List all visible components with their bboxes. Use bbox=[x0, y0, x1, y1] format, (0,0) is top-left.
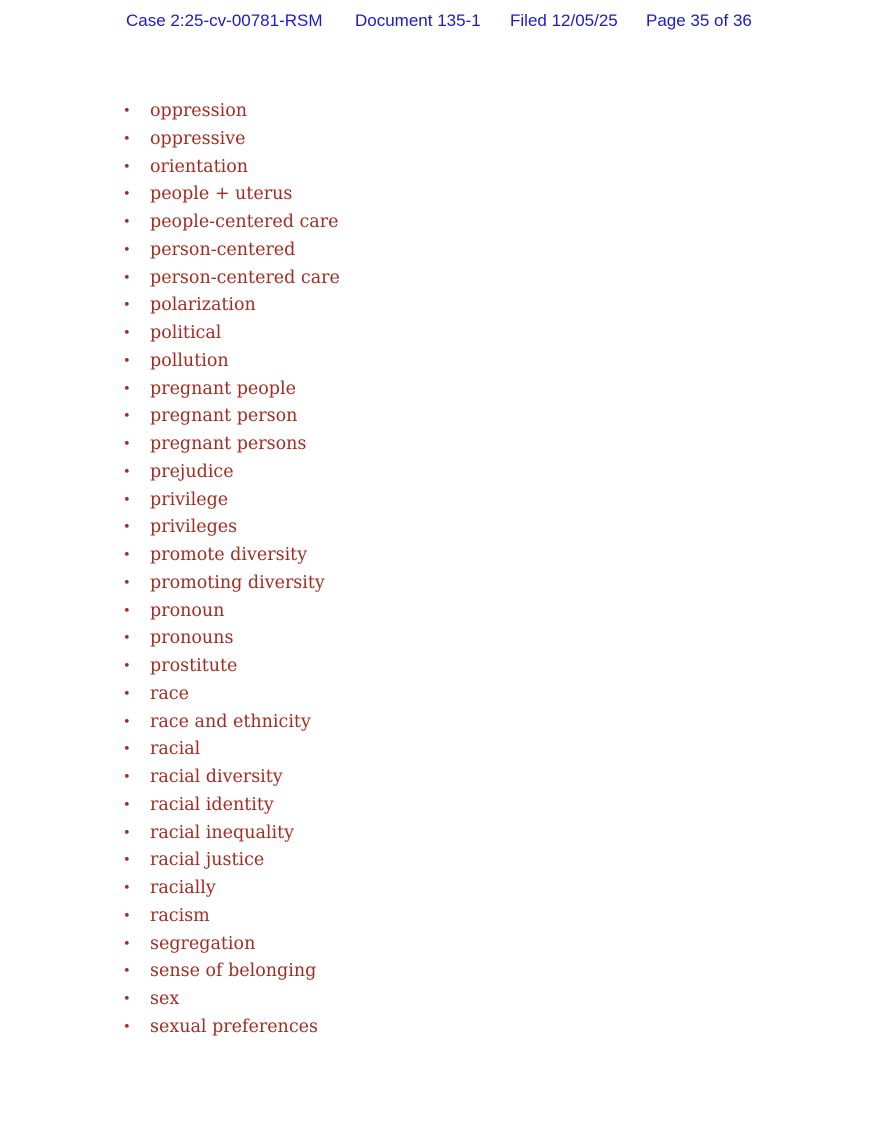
bullet-icon: • bbox=[123, 520, 131, 536]
bullet-icon: • bbox=[123, 131, 131, 147]
term-text: racial bbox=[150, 739, 201, 760]
term-text: people + uterus bbox=[150, 184, 293, 205]
page-indicator: Page 35 of 36 bbox=[646, 11, 752, 30]
document-number: Document 135-1 bbox=[355, 11, 481, 30]
term-text: sense of belonging bbox=[150, 961, 317, 982]
term-text: racial inequality bbox=[150, 822, 295, 843]
bullet-icon: • bbox=[123, 908, 131, 924]
bullet-icon: • bbox=[123, 714, 131, 730]
bullet-icon: • bbox=[123, 742, 131, 758]
term-text: racial diversity bbox=[150, 767, 283, 787]
term-text: pollution bbox=[150, 350, 229, 371]
bullet-icon: • bbox=[123, 936, 131, 952]
bullet-icon: • bbox=[123, 104, 131, 119]
case-number: Case 2:25-cv-00781-RSM bbox=[126, 11, 323, 30]
bullet-icon: • bbox=[123, 242, 131, 258]
bullet-icon: • bbox=[123, 298, 131, 314]
bullet-icon: • bbox=[123, 464, 131, 480]
bullet-icon: • bbox=[123, 603, 131, 619]
bullet-icon: • bbox=[123, 326, 131, 341]
term-text: promote diversity bbox=[150, 545, 308, 565]
bullet-icon: • bbox=[123, 437, 131, 452]
bullet-icon: • bbox=[123, 631, 131, 647]
bullet-icon: • bbox=[123, 492, 131, 508]
bullet-icon: • bbox=[123, 659, 131, 674]
bullet-icon: • bbox=[123, 215, 131, 230]
term-text: segregation bbox=[150, 933, 256, 954]
bullet-icon: • bbox=[123, 825, 131, 841]
term-text: promoting diversity bbox=[150, 572, 325, 593]
bullet-icon: • bbox=[123, 881, 131, 896]
bullet-icon: • bbox=[123, 686, 131, 702]
term-text: political bbox=[150, 323, 222, 343]
bullet-icon: • bbox=[123, 159, 131, 175]
bullet-icon: • bbox=[123, 548, 131, 563]
term-text: polarization bbox=[150, 295, 256, 316]
bullet-icon: • bbox=[123, 992, 131, 1007]
term-text: prostitute bbox=[150, 656, 238, 676]
filed-date: Filed 12/05/25 bbox=[510, 11, 618, 30]
bullet-icon: • bbox=[123, 270, 131, 286]
term-text: pregnant person bbox=[150, 406, 298, 427]
term-text: pregnant people bbox=[150, 378, 296, 399]
term-text: sexual preferences bbox=[150, 1016, 318, 1037]
bullet-icon: • bbox=[123, 187, 131, 203]
term-text: privileges bbox=[150, 517, 238, 538]
term-text: orientation bbox=[150, 156, 249, 177]
court-filing-header bbox=[0, 8, 888, 36]
term-text: prejudice bbox=[150, 461, 234, 482]
bullet-icon: • bbox=[123, 575, 131, 591]
term-text: oppression bbox=[150, 101, 248, 121]
term-text: pronoun bbox=[150, 600, 225, 621]
term-text: person-centered bbox=[150, 239, 296, 260]
term-text: racially bbox=[150, 878, 216, 898]
bullet-icon: • bbox=[123, 853, 131, 869]
term-text: racial justice bbox=[150, 850, 265, 871]
bullet-icon: • bbox=[123, 1019, 131, 1035]
bullet-icon: • bbox=[123, 964, 131, 980]
term-text: pronouns bbox=[150, 628, 234, 649]
bullet-icon: • bbox=[123, 409, 131, 425]
bullet-icon: • bbox=[123, 353, 131, 369]
term-text: race and ethnicity bbox=[150, 711, 311, 732]
term-text: oppressive bbox=[150, 128, 246, 149]
term-text: sex bbox=[150, 989, 180, 1009]
term-text: people-centered care bbox=[150, 212, 339, 232]
term-text: race bbox=[150, 683, 189, 704]
bullet-icon: • bbox=[123, 797, 131, 813]
term-text: racial identity bbox=[150, 794, 274, 815]
term-text: privilege bbox=[150, 489, 229, 510]
bullet-icon: • bbox=[123, 381, 131, 397]
term-text: person-centered care bbox=[150, 267, 340, 288]
term-text: pregnant persons bbox=[150, 434, 307, 454]
bullet-icon: • bbox=[123, 770, 131, 785]
term-text: racism bbox=[150, 905, 210, 926]
